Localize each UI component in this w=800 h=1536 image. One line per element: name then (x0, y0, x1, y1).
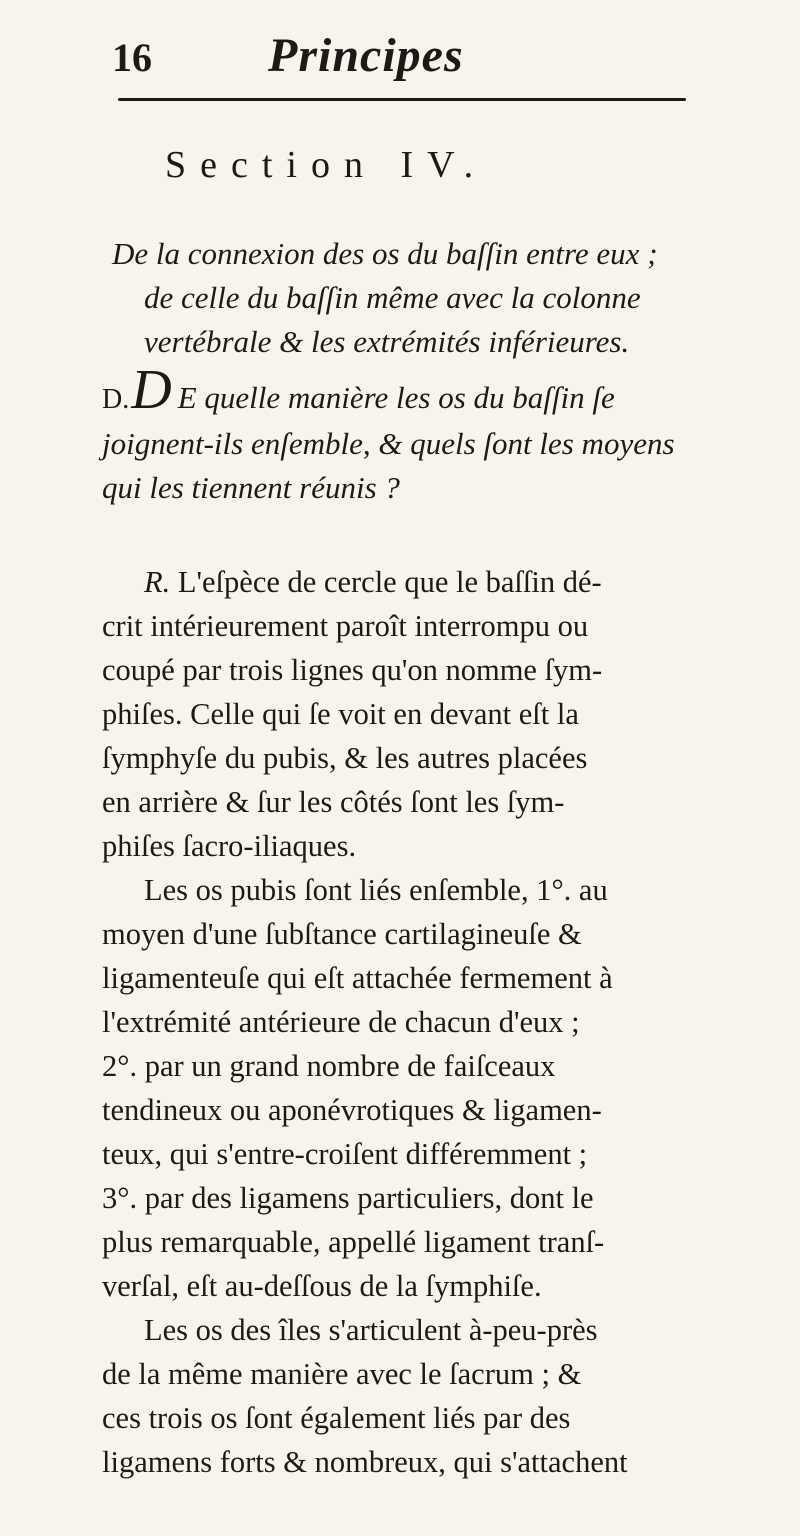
answer-line: Les os des îles s'articulent à-peu-près (144, 1313, 598, 1347)
answer-line: teux, qui s'entre-croiſent différemment ; (102, 1137, 588, 1171)
answer-line: crit intérieurement paroît interrompu ou (102, 609, 589, 643)
answer-line: ces trois os ſont également liés par des (102, 1401, 571, 1435)
section-title: Section IV. (165, 144, 488, 186)
answer-line: moyen d'une ſubſtance cartilagineuſe & (102, 917, 582, 951)
answer-line: verſal, eſt au-deſſous de la ſymphiſe. (102, 1269, 542, 1303)
answer-line (102, 560, 712, 604)
question-line: qui les tiennent réunis ? (102, 470, 400, 505)
answer-line: Les os pubis ſont liés enſemble, 1°. au (144, 873, 608, 907)
page-number: 16 (112, 35, 152, 80)
answer-line: plus remarquable, appellé ligament tranſ- (102, 1225, 605, 1259)
answer-line: ſymphyſe du pubis, & les autres placées (102, 741, 588, 775)
running-head (0, 28, 800, 98)
answer-line: phiſes. Celle qui ſe voit en devant eſt la (102, 697, 579, 731)
answer-block (102, 560, 712, 1484)
answer-line: ligamens forts & nombreux, qui s'attachent (102, 1445, 628, 1479)
answer-line: 3°. par des ligamens particuliers, dont le (102, 1181, 594, 1215)
answer-line: phiſes ſacro-iliaques. (102, 829, 357, 863)
section-subtitle (112, 232, 672, 364)
answer-line: ligamenteuſe qui eſt attachée fermement à (102, 961, 613, 995)
drop-cap: D (131, 359, 172, 421)
question-label: D. (102, 384, 130, 415)
question-text: E quelle manière les os du baſſin ſe (177, 380, 615, 415)
answer-line: 2°. par un grand nombre de faiſceaux (102, 1049, 556, 1083)
header-rule (118, 98, 686, 101)
subtitle-line: de celle du baſſin même avec la colonne (144, 280, 641, 315)
question-block (102, 359, 702, 510)
answer-text: L'eſpèce de cercle que le baſſin dé- (177, 565, 602, 599)
answer-line: tendineux ou aponévrotiques & ligamen- (102, 1093, 602, 1127)
question-line: joignent-ils enſemble, & quels ſont les moyens (102, 426, 675, 461)
answer-line: l'extrémité antérieure de chacun d'eux ; (102, 1005, 580, 1039)
answer-line: de la même manière avec le ſacrum ; & (102, 1357, 582, 1391)
subtitle-line: De la connexion des os du baſſin entre eux ; (112, 236, 658, 271)
question-first-line (102, 359, 702, 422)
answer-label: R. (144, 565, 171, 599)
answer-line: coupé par trois lignes qu'on nomme ſym- (102, 653, 603, 687)
subtitle-line: vertébrale & les extrémités inférieures. (144, 324, 630, 359)
running-title: Principes (268, 29, 464, 82)
answer-line: en arrière & ſur les côtés ſont les ſym- (102, 785, 565, 819)
